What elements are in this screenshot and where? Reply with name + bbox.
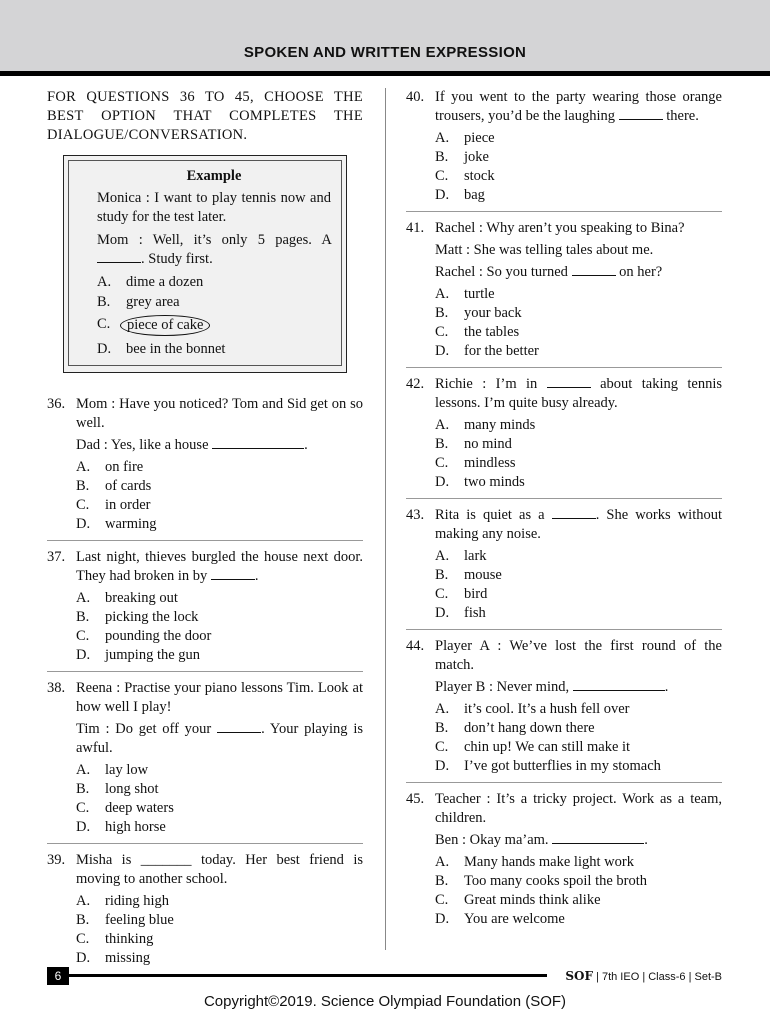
example-option: B. grey area (97, 294, 180, 310)
question-41: 41. Rachel : Why aren’t you speaking to Bina? Matt : She was telling tales about me. Rachel : So you turned on her? A. turtle B. your back C. the tables D. for the better (406, 219, 722, 368)
option: C. deep waters (76, 800, 174, 816)
option: A. lay low (76, 762, 149, 778)
option: A. on fire (76, 459, 144, 475)
question-39: 39. Misha is _______ today. Her best friend is moving to another school. A. riding high B. feeling blue C. thinking D. missing (47, 852, 363, 966)
option: D. jumping the gun (76, 647, 201, 663)
copyright: Copyright©2019. Science Olympiad Foundation (SOF) (203, 993, 567, 1010)
option: D. warming (76, 516, 157, 532)
footer-info (565, 967, 722, 986)
page-number: 6 (47, 967, 69, 985)
option: C. thinking (76, 931, 154, 947)
answer-blank (573, 678, 665, 691)
instructions: FOR QUESTIONS 36 TO 45, CHOOSE THE BEST OPTION THAT COMPLETES THE DIALOGUE/CONVERSATION. (47, 89, 363, 143)
question-44: 44. Player A : We’ve lost the first round of the match. Player B : Never mind, . A. it’s cool. It’s a hush fell over B. don’t hang down there C. chin up! We can still make it D. I’ve got butterflies in my stomach (406, 637, 722, 783)
option: D. missing (76, 950, 151, 966)
option: A. piece (435, 130, 495, 146)
header-rule (0, 71, 770, 76)
section-title: SPOKEN AND WRITTEN EXPRESSION (243, 44, 527, 61)
option: B. Too many cooks spoil the broth (435, 873, 648, 889)
answer-blank (217, 720, 261, 733)
option: D. high horse (76, 819, 166, 835)
option: C. mindless (435, 455, 516, 471)
option: D. fish (435, 605, 486, 621)
option: C. in order (76, 497, 151, 513)
question-42: 42. Richie : I’m in about taking tennis lessons. I’m quite busy already. A. many minds B. no mind C. mindless D. two minds (406, 375, 722, 499)
question-45: 45. Teacher : It’s a tricky project. Work as a team, children. Ben : Okay ma’am. . A. Many hands make light work B. Too many cooks spoil the broth C. Great minds think alike D. You are welcome (406, 791, 722, 927)
answer-blank (619, 107, 663, 120)
option: B. joke (435, 149, 489, 165)
answer-blank (552, 831, 644, 844)
option: D. two minds (435, 474, 525, 490)
question-40: 40. If you went to the party wearing those orange trousers, you’d be the laughing there. A. piece B. joke C. stock D. bag (406, 88, 722, 212)
option: C. pounding the door (76, 628, 212, 644)
example-line-2: Mom : Well, it’s only 5 pages. A . Study first. (97, 232, 331, 267)
option: B. long shot (76, 781, 159, 797)
question-37: 37. Last night, thieves burgled the house next door. They had broken in by . A. breaking out B. picking the lock C. pounding the door D. jumping the gun (47, 548, 363, 672)
sof-logo: SOF (565, 969, 593, 983)
option: D. for the better (435, 343, 539, 359)
option: B. picking the lock (76, 609, 199, 625)
answer-blank (547, 375, 591, 388)
answer-blank (572, 263, 616, 276)
option: A. it’s cool. It’s a hush fell over (435, 701, 630, 717)
option: B. your back (435, 305, 522, 321)
example-option: D. bee in the bonnet (97, 341, 226, 357)
option: A. breaking out (76, 590, 178, 606)
option: D. You are welcome (435, 911, 565, 927)
footer-rule (47, 974, 547, 977)
example-option: C. piece of cake (97, 315, 331, 336)
column-divider (385, 88, 386, 950)
left-column (47, 88, 363, 981)
option: C. Great minds think alike (435, 892, 601, 908)
example-box (63, 155, 347, 373)
option: B. feeling blue (76, 912, 174, 928)
option: C. the tables (435, 324, 520, 340)
option: C. stock (435, 168, 495, 184)
option: B. don’t hang down there (435, 720, 595, 736)
circled-answer: piece of cake (120, 315, 210, 336)
option: A. lark (435, 548, 487, 564)
question-38: 38. Reena : Practise your piano lessons Tim. Look at how well I play! Tim : Do get off your . Your playing is awful. A. lay low B. long shot C. deep waters D. high horse (47, 679, 363, 844)
option: B. no mind (435, 436, 512, 452)
answer-blank (97, 250, 141, 263)
option: D. bag (435, 187, 485, 203)
option: D. I’ve got butterflies in my stomach (435, 758, 661, 774)
question-36: 36. Mom : Have you noticed? Tom and Sid get on so well. Dad : Yes, like a house . A. on fire B. of cards C. in order D. warming (47, 395, 363, 541)
example-option: A. dime a dozen (97, 274, 204, 290)
example-title: Example (186, 168, 242, 184)
example-line-1: Monica : I want to play tennis now and study for the test later. (97, 190, 331, 225)
footer-class-info: | 7th IEO | Class-6 | Set-B (596, 971, 722, 983)
option: C. bird (435, 586, 488, 602)
answer-blank (211, 567, 255, 580)
option: B. of cards (76, 478, 152, 494)
option: B. mouse (435, 567, 502, 583)
header-bar (0, 0, 770, 71)
right-column (406, 88, 722, 942)
answer-blank (212, 436, 304, 449)
example-inner (68, 160, 342, 366)
answer-blank (552, 506, 596, 519)
option: A. riding high (76, 893, 170, 909)
option: A. Many hands make light work (435, 854, 634, 870)
option: A. turtle (435, 286, 495, 302)
option: A. many minds (435, 417, 536, 433)
question-43: 43. Rita is quiet as a . She works without making any noise. A. lark B. mouse C. bird D. fish (406, 506, 722, 630)
option: C. chin up! We can still make it (435, 739, 631, 755)
